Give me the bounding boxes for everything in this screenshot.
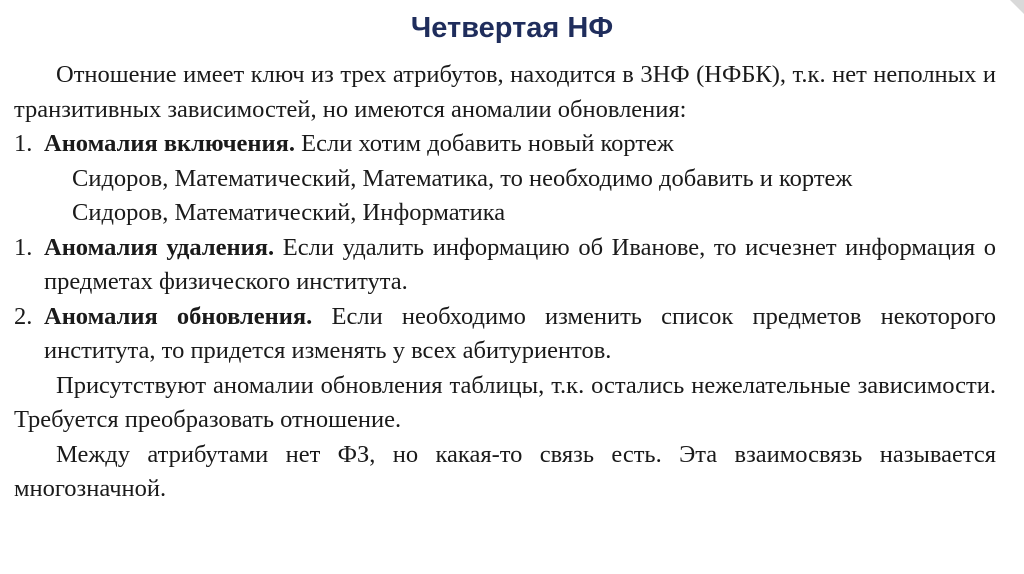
list-item-body [44,127,996,162]
example-line: Сидоров, Математический, Математика, то необходимо добавить и кортеж [72,164,853,192]
list-item-body [44,300,996,369]
anomaly-text: Если удалить информацию об Иванове, то исчезнет информация о предметах физического института. [44,233,996,295]
anomaly-heading: Аномалия обновления. [44,302,313,330]
intro-paragraph: Отношение имеет ключ из трех атрибутов, находится в 3НФ (НФБК), т.к. нет неполных и транзитивных зависимостей, но имеются аномалии обновления: [14,61,996,123]
example-line: Сидоров, Математический, Информатика [72,199,506,226]
slide-title: Четвертая НФ [410,12,614,44]
anomaly-heading: Аномалия включения. [44,130,296,157]
list-number: 1. [14,130,33,157]
list-number: 2. [14,302,33,330]
list-item-body [44,231,996,300]
anomaly-item-insertion [14,127,996,162]
conclusion-paragraph: Присутствуют аномалии обновления таблицы, т.к. остались нежелательные зависимости. Требуется преобразовать отношение. [14,371,996,433]
slide-content [14,58,996,507]
anomaly-heading: Аномалия удаления. [44,233,275,261]
anomaly-item-deletion [14,231,996,300]
multivalued-dependency-paragraph: Между атрибутами нет ФЗ, но какая-то связь есть. Эта взаимосвязь называется многозначной. [14,440,996,502]
anomaly-item-update [14,300,996,369]
anomaly-text: Если необходимо изменить список предметов некоторого института, то придется изменять у всех абитуриентов. [44,302,997,364]
list-number: 1. [14,233,33,261]
anomaly-text: Если хотим добавить новый кортеж [301,130,674,157]
